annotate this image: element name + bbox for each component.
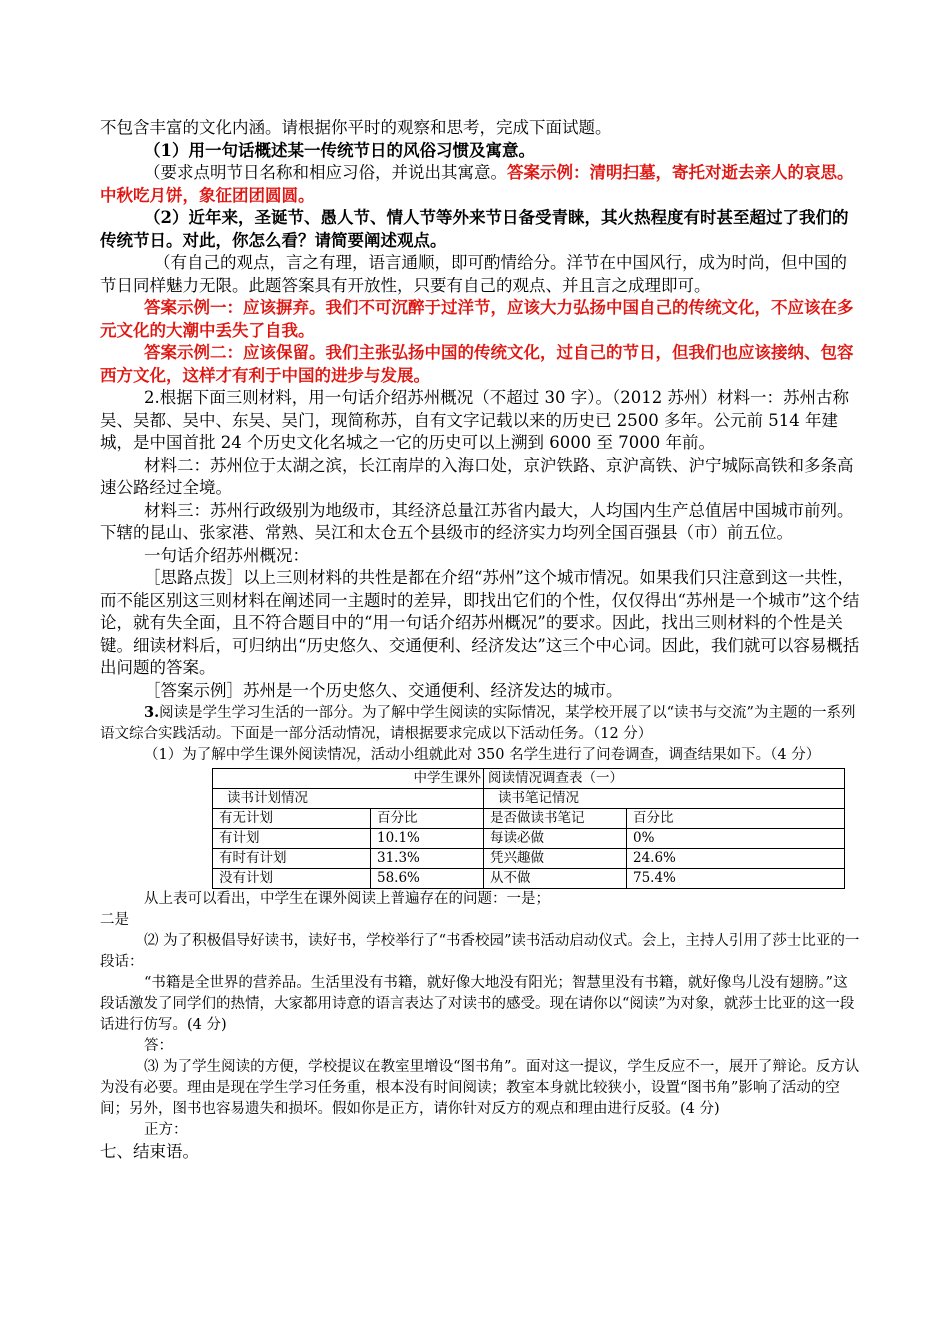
table-row [213,829,845,849]
reading-intro: 3.阅读是学生学习生活的一部分。为了解中学生阅读的实际情况，某学校开展了以“读书与交流”为主题的一系列语文综合实践活动。下面是一部分活动情况，请根据要求完成以下活动任务。（12 分） [100,704,856,742]
table-cell: 从不做 [484,869,627,889]
suzhou-material-3: 材料三：苏州行政级别为地级市，其经济总量江苏省内最大，人均国内生产总值居中国城市前列。下辖的昆山、张家港、常熟、吴江和太仓五个县级市的经济实力均列全国百强县（市）前五位。 [100,500,854,542]
suzhou-hint: ［思路点拨］以上三则材料的共性是都在介绍“苏州”这个城市情况。如果我们只注意到这一共性，而不能区别这三则材料在阐述同一主题时的差异，即找出它们的个性，仅仅得出“苏州是一个城市”这个结论，就有失全面，且不符合题目中的“用一句话介绍苏州概况”的要求。因此，找出三则材料的个性是关键。细读材料后，可归纳出“历史悠久、交通便利、经济发达”这三个中心词。因此，我们就可以容易概括出问题的答案。 [100,568,860,677]
table-title-left: 中学生课外 [213,769,484,789]
suzhou-prompt: 一句话介绍苏州概况： [144,545,309,565]
q2-prompt: （2）近年来，圣诞节、愚人节、情人节等外来节日备受青睐，其火热程度有时甚至超过了我们的传统节日。对此，你怎么看？请简要阐述观点。 [100,208,849,250]
zhengfang-label: 正方： [144,1122,188,1138]
table-cell: 31.3% [371,849,484,869]
table-cell: 每读必做 [484,829,627,849]
q2-note: （有自己的观点，言之有理，语言通顺，即可酌情给分。洋节在中国风行，成为时尚，但中国的节日同样魅力无限。此题答案具有开放性，只要有自己的观点、并且言之成理即可。 [100,253,847,295]
table-cell: 10.1% [371,829,484,849]
table-title-row [213,769,845,789]
suzhou-intro: 2.根据下面三则材料，用一句话介绍苏州概况（不超过 30 字）。（2012 苏州）材料一：苏州古称吴、吴都、吴中、东吴、吴门，现简称苏，自有文字记载以来的历史已 2500 多年。公元前 514 年建城，是中国首批 24 个历史文化名城之一它的历史可以上溯到 6000 至 7000 年前。 [100,388,849,452]
q2-answer-1: 答案示例一：应该摒弃。我们不可沉醉于过洋节，应该大力弘扬中国自己的传统文化，不应该在多元文化的大潮中丢失了自我。 [100,298,854,340]
after-table-line-1: 从上表可以看出，中学生在课外阅读上普遍存在的问题：一是； [144,891,550,907]
q1-requirement: （要求点明节日名称和相应习俗，并说出其寓意。答案示例：清明扫墓，寄托对逝去亲人的哀思。中秋吃月饼，象征团团圆圆。 [100,163,854,205]
suzhou-material-2: 材料二：苏州位于太湖之滨，长江南岸的入海口处，京沪铁路、京沪高铁、沪宁城际高铁和多条高速公路经过全境。 [100,455,854,497]
table-cell: 有计划 [213,829,371,849]
table-cell: 24.6% [627,849,845,869]
answer-label: 答： [144,1038,173,1054]
table-cell: 凭兴趣做 [484,849,627,869]
table-header: 有无计划 [213,809,371,829]
table-cell: 没有计划 [213,869,371,889]
suzhou-answer: ［答案示例］苏州是一个历史悠久、交通便利、经济发达的城市。 [144,680,623,700]
table-group-left: 读书计划情况 [213,789,484,809]
table-cell: 0% [627,829,845,849]
table-cell: 有时有计划 [213,849,371,869]
document-page [100,117,860,1164]
after-table-line-2: 二是 [100,912,129,928]
table-header-row [213,809,845,829]
reading-q2: ⑵ 为了积极倡导好读书，读好书，学校举行了“书香校园”读书活动启动仪式。会上，主持人引用了莎士比亚的一段话： [100,933,860,970]
table-cell: 75.4% [627,869,845,889]
table-row [213,849,845,869]
table-title-right: 阅读情况调查表（一） [484,769,845,789]
table-row [213,869,845,889]
table-group-row [213,789,845,809]
table-header: 百分比 [371,809,484,829]
q1-answer: 答案示例：清明扫墓，寄托对逝去亲人的哀思。中秋吃月饼，象征团团圆圆。 [100,163,854,205]
intro-text: 不包含丰富的文化内涵。请根据你平时的观察和思考，完成下面试题。 [100,118,612,137]
table-header: 百分比 [627,809,845,829]
shakespeare-quote: “书籍是全世界的营养品。生活里没有书籍，就好像大地没有阳光；智慧里没有书籍，就好像鸟儿没有翅膀。”这段话激发了同学们的热情，大家都用诗意的语言表达了对读书的感受。现在请你以“阅读”为对象，就莎士比亚的这一段话进行仿写。(4 分) [100,975,855,1033]
q2-answer-2: 答案示例二：应该保留。我们主张弘扬中国的传统文化，过自己的节日，但我们也应该接纳、包容西方文化，这样才有利于中国的进步与发展。 [100,343,854,385]
table-group-right: 读书笔记情况 [484,789,845,809]
closing-heading: 七、结束语。 [100,1142,199,1161]
table-cell: 58.6% [371,869,484,889]
survey-table [212,768,845,889]
reading-q3: ⑶ 为了学生阅读的方便，学校提议在教室里增设“图书角”。面对这一提议，学生反应不一，展开了辩论。反方认为没有必要。理由是现在学生学习任务重，根本没有时间阅读；教室本身就比较狭小，设置“图书角”影响了活动的空间；另外，图书也容易遗失和损坏。假如你是正方，请你针对反方的观点和理由进行反驳。(4 分) [100,1059,860,1117]
table-header: 是否做读书笔记 [484,809,627,829]
reading-q1: （1）为了解中学生课外阅读情况，活动小组就此对 350 名学生进行了问卷调查，调查结果如下。（4 分） [144,747,821,763]
q1-prompt: （1）用一句话概述某一传统节日的风俗习惯及寓意。 [144,140,535,160]
